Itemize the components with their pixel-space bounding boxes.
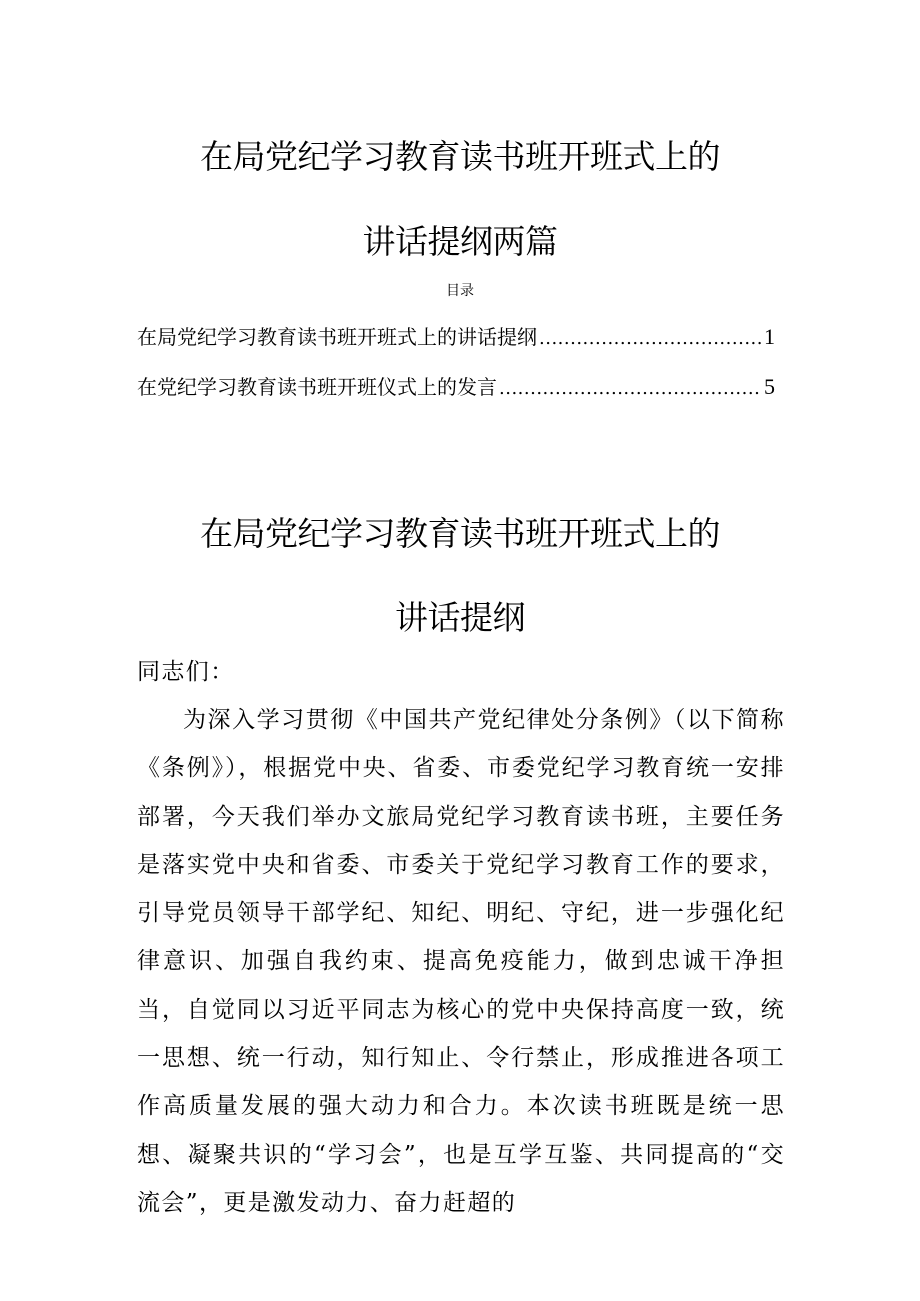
body-paragraph: 为深入学习贯彻《中国共产党纪律处分条例》（以下简称《条例》），根据党中央、省委、市委党纪学习教育统一安排部署，今天我们举办文旅局党纪学习教育读书班，主要任务是落实党中央和省委、市委关于党纪学习教育工作的要求，引导党员领导干部学纪、知纪、明纪、守纪，进一步强化纪律意识、加强自我约束、提高免疫能力，做到忠诚干净担当，自觉同以习近平同志为核心的党中央保持高度一致，统一思想、统一行动，知行知止、令行禁止，形成推进各项工作高质量发展的强大动力和合力。本次读书班既是统一思想、凝聚共识的“学习会”，也是互学互鉴、共同提高的“交流会”，更是激发动力、奋力赶超的 bbox=[137, 707, 785, 1216]
toc-dot-leader bbox=[499, 374, 762, 404]
salutation: 同志们： bbox=[137, 659, 235, 685]
toc-page-number: 1 bbox=[764, 324, 775, 349]
article-title-line-2: 讲话提纲 bbox=[395, 598, 525, 637]
document-title-line-1: 在局党纪学习教育读书班开班式上的 bbox=[200, 137, 720, 176]
toc-entry[interactable] bbox=[137, 372, 775, 422]
toc-entry[interactable] bbox=[137, 322, 775, 372]
document-title-line-2: 讲话提纲两篇 bbox=[362, 222, 558, 261]
toc-entry-title: 在局党纪学习教育读书班开班式上的讲话提纲 bbox=[137, 325, 537, 349]
toc-entry-title: 在党纪学习教育读书班开班仪式上的发言 bbox=[137, 375, 497, 399]
toc-dot-leader bbox=[539, 324, 762, 354]
toc-page-number: 5 bbox=[764, 374, 775, 399]
article-title-line-1: 在局党纪学习教育读书班开班式上的 bbox=[200, 514, 720, 553]
table-of-contents bbox=[137, 322, 775, 422]
toc-heading: 目录 bbox=[446, 283, 474, 299]
